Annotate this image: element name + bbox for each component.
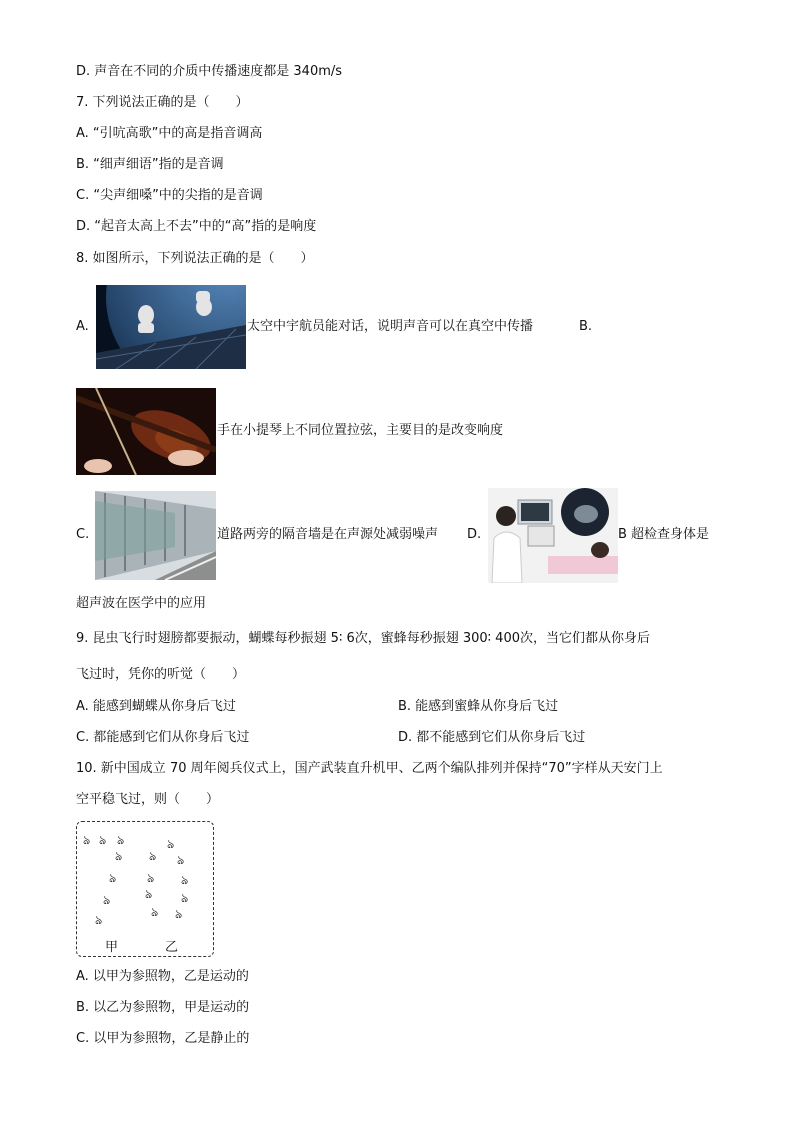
helicopter-icon: ঌ xyxy=(95,913,103,927)
helicopter-icon: ঌ xyxy=(109,871,117,885)
helicopter-icon: ঌ xyxy=(115,849,123,863)
q10-stem-line-2: 空平稳飞过，则（ ） xyxy=(76,792,220,807)
q7-option-d: D. “起音太高上不去”中的“高”指的是响度 xyxy=(76,219,317,234)
helicopter-icon: ঌ xyxy=(175,907,183,921)
astronaut-photo xyxy=(96,285,246,369)
q7-option-a: A. “引吭高歌”中的高是指音调高 xyxy=(76,126,263,141)
q10-stem-line-1: 10. 新中国成立 70 周年阅兵仪式上，国产武装直升机甲、乙两个编队排列并保持“70”字样从天安门上 xyxy=(76,761,663,776)
q6-option-d: D. 声音在不同的介质中传播速度都是 340m/s xyxy=(76,64,343,79)
q10-option-c: C. 以甲为参照物，乙是静止的 xyxy=(76,1031,250,1046)
helicopter-icon: ঌ xyxy=(181,891,189,905)
helicopter-icon: ঌ xyxy=(145,887,153,901)
helicopter-icon: ঌ xyxy=(177,853,185,867)
figure-label-yi: 乙 xyxy=(165,940,179,955)
helicopter-icon: ঌ xyxy=(117,833,125,847)
q9-stem-line-2: 飞过时，凭你的听觉（ ） xyxy=(76,667,246,682)
helicopter-icon: ঌ xyxy=(167,837,175,851)
figure-label-jia: 甲 xyxy=(105,940,119,955)
q8-option-c-letter: C. xyxy=(76,527,90,542)
helicopter-formation-figure xyxy=(76,821,214,957)
helicopter-icon: ঌ xyxy=(99,833,107,847)
helicopter-icon: ঌ xyxy=(147,871,155,885)
q8-stem: 8. 如图所示，下列说法正确的是（ ） xyxy=(76,251,314,266)
q8-option-b-letter: B. xyxy=(579,319,593,334)
q8-option-a-letter: A. xyxy=(76,319,89,334)
q8-option-c-text: 道路两旁的隔音墙是在声源处减弱噪声 xyxy=(217,527,439,542)
q9-option-a: A. 能感到蝴蝶从你身后飞过 xyxy=(76,699,236,714)
q7-option-b: B. “细声细语”指的是音调 xyxy=(76,157,224,172)
q8-option-d-text-1: B 超检查身体是 xyxy=(618,527,710,542)
b-ultrasound-photo xyxy=(488,488,618,583)
q8-option-a-text: 太空中宇航员能对话，说明声音可以在真空中传播 xyxy=(247,319,534,334)
helicopter-icon: ঌ xyxy=(181,873,189,887)
violin-photo xyxy=(76,388,216,475)
noise-barrier-photo xyxy=(95,491,216,580)
helicopter-icon: ঌ xyxy=(83,833,91,847)
q7-option-c: C. “尖声细嗓”中的尖指的是音调 xyxy=(76,188,263,203)
helicopter-icon: ঌ xyxy=(151,905,159,919)
helicopter-icon: ঌ xyxy=(103,893,111,907)
q10-option-b: B. 以乙为参照物，甲是运动的 xyxy=(76,1000,250,1015)
q9-option-d: D. 都不能感到它们从你身后飞过 xyxy=(398,730,586,745)
q9-option-c: C. 都能感到它们从你身后飞过 xyxy=(76,730,250,745)
q8-option-d-letter: D. xyxy=(467,527,482,542)
q9-stem-line-1: 9. 昆虫飞行时翅膀都要振动，蝴蝶每秒振翅 5∶ 6次，蜜蜂每秒振翅 300∶ 400次，当它们都从你身后 xyxy=(76,631,651,646)
q8-option-d-text-2: 超声波在医学中的应用 xyxy=(76,596,207,611)
q8-option-b-text: 手在小提琴上不同位置拉弦，主要目的是改变响度 xyxy=(217,423,504,438)
q10-option-a: A. 以甲为参照物，乙是运动的 xyxy=(76,969,249,984)
q9-option-b: B. 能感到蜜蜂从你身后飞过 xyxy=(398,699,559,714)
q7-stem: 7. 下列说法正确的是（ ） xyxy=(76,95,249,110)
helicopter-icon: ঌ xyxy=(149,849,157,863)
